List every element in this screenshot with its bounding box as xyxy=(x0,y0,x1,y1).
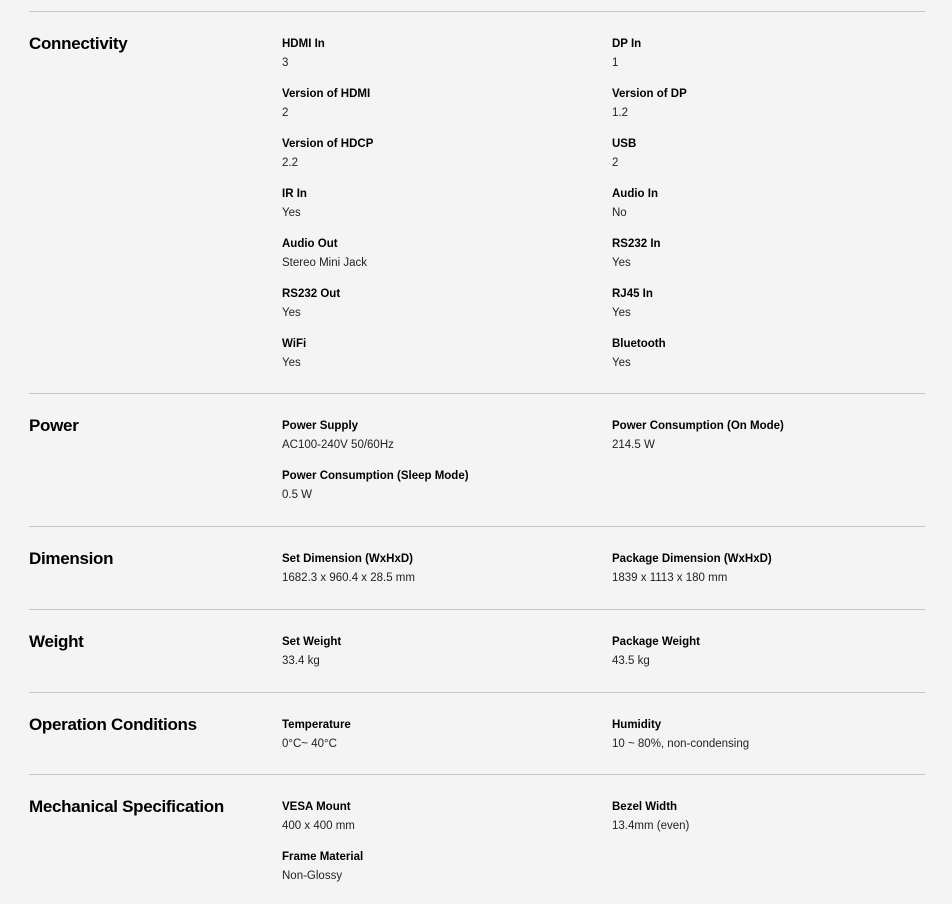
spec-value: 0°C~ 40°C xyxy=(282,738,337,750)
spec-label: Frame Material xyxy=(282,851,364,863)
spec-label: WiFi xyxy=(282,338,307,350)
spec-label: Bezel Width xyxy=(612,801,678,813)
spec-value: Yes xyxy=(282,207,301,219)
spec-item xyxy=(612,418,925,457)
spec-value: 1 xyxy=(612,57,619,69)
spec-section-mechanical-specification xyxy=(29,774,925,902)
spec-item xyxy=(282,418,612,457)
section-title: Power xyxy=(29,416,79,435)
spec-label: IR In xyxy=(282,188,307,200)
spec-item xyxy=(282,286,612,325)
spec-grid xyxy=(282,799,925,888)
spec-section-operation-conditions xyxy=(29,692,925,774)
spec-section-connectivity xyxy=(29,11,925,393)
spec-value: 2 xyxy=(282,107,289,119)
spec-grid xyxy=(282,717,925,756)
spec-item xyxy=(612,336,925,375)
spec-value: Yes xyxy=(282,307,301,319)
spec-label: Bluetooth xyxy=(612,338,666,350)
spec-item xyxy=(612,86,925,125)
spec-value: Stereo Mini Jack xyxy=(282,257,368,269)
spec-list xyxy=(29,11,925,902)
spec-item xyxy=(282,634,612,673)
spec-item xyxy=(612,36,925,75)
spec-value: 3 xyxy=(282,57,289,69)
spec-label: Package Dimension (WxHxD) xyxy=(612,553,772,565)
section-title: Mechanical Specification xyxy=(29,797,224,816)
spec-item xyxy=(282,136,612,175)
spec-label: Audio In xyxy=(612,188,658,200)
section-title: Weight xyxy=(29,632,84,651)
spec-value: AC100-240V 50/60Hz xyxy=(282,439,394,451)
spec-value: 43.5 kg xyxy=(612,655,650,667)
spec-item xyxy=(282,717,612,756)
spec-grid xyxy=(282,36,925,375)
spec-value: 33.4 kg xyxy=(282,655,320,667)
section-title: Dimension xyxy=(29,549,114,568)
spec-item xyxy=(282,36,612,75)
spec-label: RS232 Out xyxy=(282,288,341,300)
spec-item xyxy=(612,286,925,325)
spec-item xyxy=(612,799,925,838)
spec-item xyxy=(282,186,612,225)
spec-value: 0.5 W xyxy=(282,489,313,501)
spec-label: Audio Out xyxy=(282,238,338,250)
spec-value: 400 x 400 mm xyxy=(282,820,355,832)
spec-label: Humidity xyxy=(612,719,662,731)
spec-label: Power Consumption (Sleep Mode) xyxy=(282,470,469,482)
spec-value: 1839 x 1113 x 180 mm xyxy=(612,572,728,584)
spec-item xyxy=(282,336,612,375)
spec-label: Set Dimension (WxHxD) xyxy=(282,553,413,565)
spec-value: No xyxy=(612,207,627,219)
spec-value: Yes xyxy=(282,357,301,369)
spec-item xyxy=(612,186,925,225)
spec-section-power xyxy=(29,393,925,526)
spec-label: Version of DP xyxy=(612,88,687,100)
spec-label: VESA Mount xyxy=(282,801,351,813)
spec-value: 13.4mm (even) xyxy=(612,820,690,832)
spec-grid xyxy=(282,418,925,507)
spec-item xyxy=(282,468,612,507)
spec-label: Power Supply xyxy=(282,420,359,432)
spec-grid xyxy=(282,551,925,590)
spec-label: RS232 In xyxy=(612,238,661,250)
spec-value: 214.5 W xyxy=(612,439,655,451)
spec-item xyxy=(612,551,925,590)
spec-value: 1.2 xyxy=(612,107,628,119)
spec-section-weight xyxy=(29,609,925,692)
spec-label: Package Weight xyxy=(612,636,700,648)
spec-label: DP In xyxy=(612,38,642,50)
spec-label: RJ45 In xyxy=(612,288,653,300)
spec-value: 2.2 xyxy=(282,157,298,169)
spec-label: Version of HDCP xyxy=(282,138,374,150)
spec-item xyxy=(612,236,925,275)
spec-value: Yes xyxy=(612,307,631,319)
spec-value: 1682.3 x 960.4 x 28.5 mm xyxy=(282,572,415,584)
spec-item xyxy=(282,799,612,838)
spec-label: Version of HDMI xyxy=(282,88,371,100)
spec-value: 2 xyxy=(612,157,619,169)
spec-value: 10 ~ 80%, non-condensing xyxy=(612,738,750,750)
spec-value: Yes xyxy=(612,357,631,369)
spec-label: Power Consumption (On Mode) xyxy=(612,420,784,432)
section-title: Operation Conditions xyxy=(29,715,197,734)
spec-value: Non-Glossy xyxy=(282,870,343,882)
spec-label: USB xyxy=(612,138,637,150)
spec-item xyxy=(612,136,925,175)
spec-value: Yes xyxy=(612,257,631,269)
spec-item xyxy=(282,849,612,888)
spec-item xyxy=(282,551,612,590)
spec-item xyxy=(612,634,925,673)
spec-item xyxy=(282,236,612,275)
spec-label: HDMI In xyxy=(282,38,325,50)
spec-item xyxy=(282,86,612,125)
spec-section-dimension xyxy=(29,526,925,609)
spec-grid xyxy=(282,634,925,673)
spec-label: Temperature xyxy=(282,719,351,731)
spec-item xyxy=(612,717,925,756)
spec-label: Set Weight xyxy=(282,636,342,648)
section-title: Connectivity xyxy=(29,34,128,53)
